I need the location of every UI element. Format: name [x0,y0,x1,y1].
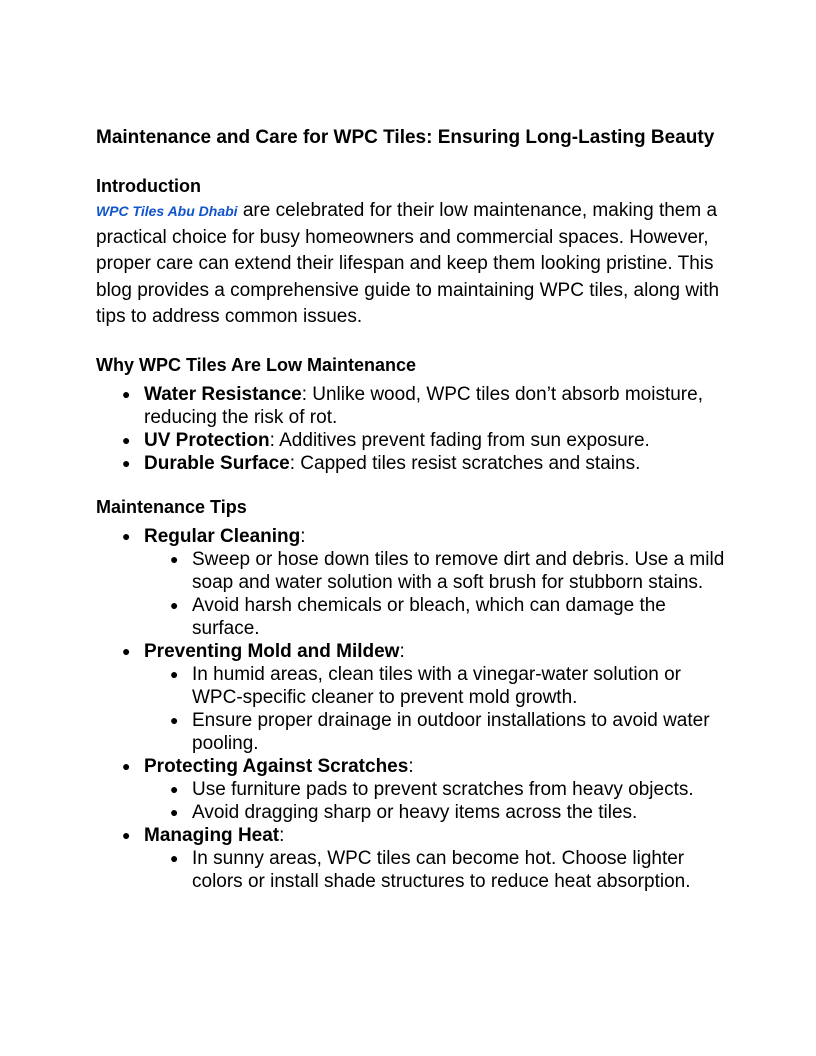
bullet-icon: ● [122,454,131,471]
bullet-icon: ● [122,431,131,448]
bullet-icon: ● [170,803,179,820]
list-item: ● Managing Heat: ● In sunny areas, WPC tiles can become hot. Choose lighter colors or install shade structures to reduce heat absorption. [96,824,736,893]
tips-heading: Maintenance Tips [96,496,247,517]
intro-heading: Introduction [96,176,201,196]
bullet-icon: ● [122,527,131,544]
document-title: Maintenance and Care for WPC Tiles: Ensuring Long-Lasting Beauty [96,127,715,148]
document-page [96,124,736,893]
sub-list-item: ● Avoid harsh chemicals or bleach, which can damage the surface. [170,594,666,639]
why-heading: Why WPC Tiles Are Low Maintenance [96,354,417,375]
tips-list [96,525,736,893]
bullet-icon: ● [170,596,179,613]
bullet-icon: ● [170,711,179,728]
bullet-icon: ● [122,757,131,774]
bullet-icon: ● [122,826,131,843]
why-list [96,383,736,475]
sub-list-item: ● Avoid dragging sharp or heavy items across the tiles. [170,801,638,823]
list-item: ● Regular Cleaning: ● Sweep or hose down tiles to remove dirt and debris. Use a mild soap and water solution with a soft brush for stubborn stains. ● Avoid harsh chemicals or bleach, which can damage the surface. [96,525,736,640]
intro-text: are celebrated for their low maintenance, making them a practical choice for busy homeowners and commercial spaces. However, proper care can extend their lifespan and keep them looking pristine. This blog provides a comprehensive guide to maintaining WPC tiles, along with tips to address common issues. [96,200,720,327]
sub-list-item: ● Ensure proper drainage in outdoor installations to avoid water pooling. [170,709,710,754]
list-item: ● Protecting Against Scratches: ● Use furniture pads to prevent scratches from heavy objects. ● Avoid dragging sharp or heavy items across the tiles. [96,755,736,824]
sub-list [144,847,736,893]
sub-list-item: ● Sweep or hose down tiles to remove dirt and debris. Use a mild soap and water solution with a soft brush for stubborn stains. [170,548,725,593]
bullet-icon: ● [170,550,179,567]
sub-list [144,778,736,824]
wpc-tiles-link[interactable]: WPC Tiles Abu Dhabi [96,203,238,219]
sub-list-item: ● Use furniture pads to prevent scratches from heavy objects. [170,778,694,800]
sub-list-item: ● In humid areas, clean tiles with a vinegar-water solution or WPC-specific cleaner to prevent mold growth. [170,663,681,708]
bullet-icon: ● [170,849,179,866]
list-item: ● UV Protection: Additives prevent fading from sun exposure. [122,429,650,451]
intro-paragraph [96,198,736,331]
list-item: ● Water Resistance: Unlike wood, WPC tiles don’t absorb moisture, reducing the risk of rot. [122,383,703,428]
bullet-icon: ● [122,385,131,402]
list-item: ● Preventing Mold and Mildew: ● In humid areas, clean tiles with a vinegar-water solution or WPC-specific cleaner to prevent mold growth. ● Ensure proper drainage in outdoor installations to avoid water pooling. [96,640,736,755]
bullet-icon: ● [170,665,179,682]
sub-list-item: ● In sunny areas, WPC tiles can become hot. Choose lighter colors or install shade structures to reduce heat absorption. [170,847,691,892]
sub-list [144,663,736,755]
bullet-icon: ● [170,780,179,797]
bullet-icon: ● [122,642,131,659]
sub-list [144,548,736,640]
list-item: ● Durable Surface: Capped tiles resist scratches and stains. [122,452,641,474]
